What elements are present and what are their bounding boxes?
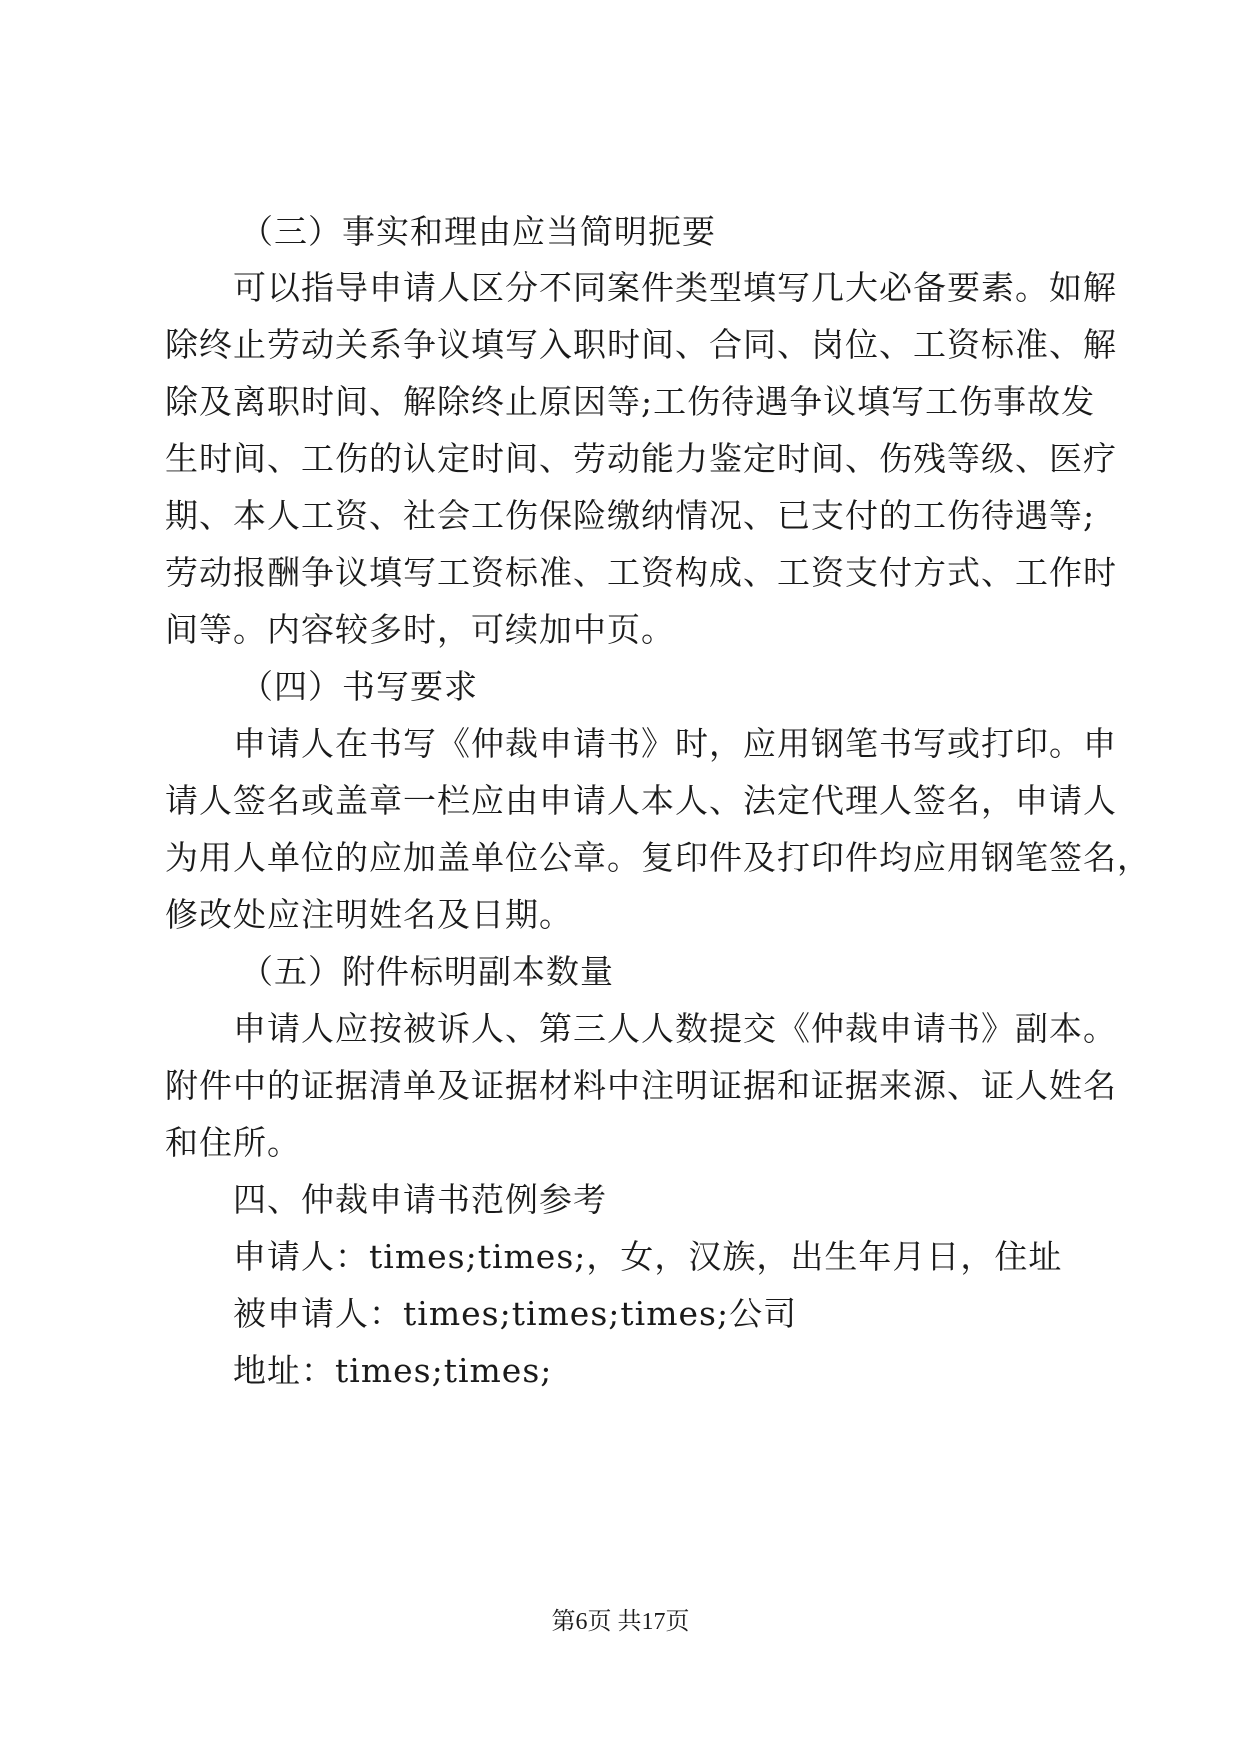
- paragraph-line: 附件中的证据清单及证据材料中注明证据和证据来源、证人姓名: [165, 1066, 1117, 1105]
- paragraph-line: 除终止劳动关系争议填写入职时间、合同、岗位、工资标准、解: [165, 325, 1117, 364]
- section-heading-facts-reasons: （三）事实和理由应当简明扼要: [240, 212, 716, 251]
- paragraph-line: 间等。内容较多时，可续加中页。: [165, 610, 675, 649]
- paragraph-line: 除及离职时间、解除终止原因等;工伤待遇争议填写工伤事故发: [165, 382, 1096, 421]
- page-number-footer: 第6页 共17页: [551, 1609, 690, 1635]
- paragraph-line: 申请人应按被诉人、第三人人数提交《仲裁申请书》副本。: [233, 1009, 1117, 1048]
- paragraph-line: 修改处应注明姓名及日期。: [165, 895, 573, 934]
- paragraph-line: 为用人单位的应加盖单位公章。复印件及打印件均应用钢笔签名，: [165, 838, 1151, 877]
- paragraph-line: 请人签名或盖章一栏应由申请人本人、法定代理人签名，申请人: [165, 781, 1117, 820]
- paragraph-line: 劳动报酬争议填写工资标准、工资构成、工资支付方式、工作时: [165, 553, 1117, 592]
- paragraph-line: 生时间、工伤的认定时间、劳动能力鉴定时间、伤残等级、医疗: [165, 439, 1117, 478]
- address-line: 地址：times;times;: [233, 1351, 553, 1390]
- applicant-line: 申请人：times;times;，女，汉族，出生年月日，住址: [233, 1237, 1063, 1276]
- paragraph-line: 可以指导申请人区分不同案件类型填写几大必备要素。如解: [233, 268, 1117, 307]
- respondent-line: 被申请人：times;times;times;公司: [233, 1294, 798, 1333]
- section-heading-attachments: （五）附件标明副本数量: [240, 952, 614, 991]
- section-heading-sample: 四、仲裁申请书范例参考: [233, 1180, 607, 1219]
- section-heading-writing-requirements: （四）书写要求: [240, 667, 478, 706]
- paragraph-line: 和住所。: [165, 1123, 301, 1162]
- paragraph-line: 申请人在书写《仲裁申请书》时，应用钢笔书写或打印。申: [233, 724, 1117, 763]
- paragraph-line: 期、本人工资、社会工伤保险缴纳情况、已支付的工伤待遇等;: [165, 496, 1096, 535]
